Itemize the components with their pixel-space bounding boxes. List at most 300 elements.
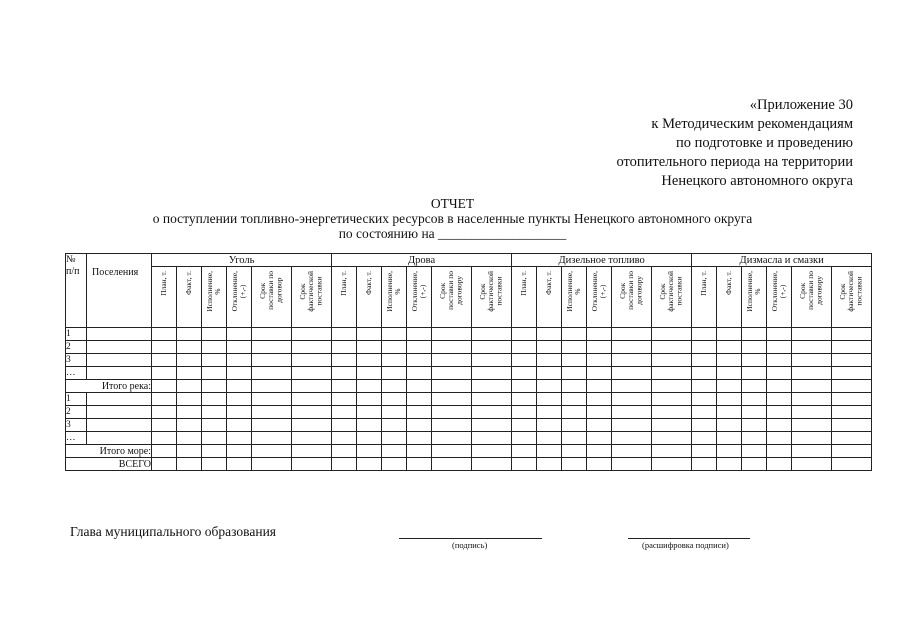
data-cell — [202, 432, 227, 445]
appendix-line: к Методическим рекомендациям — [651, 116, 853, 132]
data-cell — [357, 367, 382, 380]
data-cell — [472, 380, 512, 393]
data-cell — [152, 445, 177, 458]
data-cell — [432, 432, 472, 445]
data-cell — [832, 380, 872, 393]
data-cell — [357, 354, 382, 367]
data-cell — [562, 406, 587, 419]
data-cell — [407, 393, 432, 406]
column-header — [717, 267, 742, 328]
data-cell — [512, 458, 537, 471]
data-cell — [792, 432, 832, 445]
data-cell — [562, 432, 587, 445]
signature-line — [399, 538, 542, 539]
data-cell — [512, 445, 537, 458]
data-cell — [432, 328, 472, 341]
table-row — [66, 419, 872, 432]
data-cell — [177, 445, 202, 458]
row-number: … — [66, 432, 87, 445]
data-cell — [252, 419, 292, 432]
data-cell — [612, 380, 652, 393]
data-cell — [332, 432, 357, 445]
data-cell — [407, 380, 432, 393]
data-cell — [332, 341, 357, 354]
data-cell — [562, 393, 587, 406]
report-date-line: по состоянию на ___________________ — [338, 226, 567, 241]
data-cell — [472, 367, 512, 380]
data-cell — [152, 432, 177, 445]
column-header-label: Срок фактической поставки — [298, 271, 324, 312]
row-number: 3 — [66, 354, 87, 367]
data-cell — [292, 419, 332, 432]
data-cell — [512, 367, 537, 380]
data-cell — [692, 406, 717, 419]
data-cell — [512, 328, 537, 341]
data-cell — [742, 341, 767, 354]
data-cell — [472, 328, 512, 341]
data-cell — [562, 445, 587, 458]
data-cell — [357, 432, 382, 445]
appendix-note — [616, 96, 853, 191]
data-cell — [832, 393, 872, 406]
data-cell — [832, 419, 872, 432]
data-cell — [202, 367, 227, 380]
data-cell — [587, 458, 612, 471]
data-cell — [432, 419, 472, 432]
data-cell — [512, 432, 537, 445]
data-cell — [652, 393, 692, 406]
settlement-cell — [87, 393, 152, 406]
data-cell — [432, 341, 472, 354]
data-cell — [562, 367, 587, 380]
data-cell — [792, 354, 832, 367]
column-header — [652, 267, 692, 328]
data-cell — [562, 341, 587, 354]
data-cell — [742, 393, 767, 406]
data-cell — [382, 406, 407, 419]
appendix-line: отопительного периода на территории — [616, 154, 853, 170]
data-cell — [382, 341, 407, 354]
data-cell — [537, 406, 562, 419]
column-header — [177, 267, 202, 328]
data-cell — [152, 406, 177, 419]
row-number: … — [66, 367, 87, 380]
data-cell — [472, 341, 512, 354]
data-cell — [177, 367, 202, 380]
data-cell — [357, 341, 382, 354]
data-cell — [652, 328, 692, 341]
data-cell — [292, 354, 332, 367]
data-cell — [692, 380, 717, 393]
data-cell — [292, 341, 332, 354]
data-cell — [177, 419, 202, 432]
data-cell — [177, 406, 202, 419]
data-cell — [832, 367, 872, 380]
data-cell — [767, 458, 792, 471]
column-header — [472, 267, 512, 328]
data-cell — [252, 341, 292, 354]
data-cell — [227, 380, 252, 393]
table-row — [66, 406, 872, 419]
data-cell — [587, 380, 612, 393]
settlement-cell — [87, 406, 152, 419]
subtotal-label: ВСЕГО — [66, 458, 152, 471]
data-cell — [472, 393, 512, 406]
column-header-label: Исполнение, % — [204, 271, 222, 312]
data-cell — [252, 367, 292, 380]
data-cell — [227, 432, 252, 445]
settlement-cell — [87, 432, 152, 445]
data-cell — [767, 419, 792, 432]
column-header-label: Срок поставки по договор — [258, 271, 284, 310]
data-cell — [832, 328, 872, 341]
data-cell — [792, 445, 832, 458]
data-cell — [792, 328, 832, 341]
data-cell — [792, 406, 832, 419]
data-cell — [512, 419, 537, 432]
data-cell — [252, 406, 292, 419]
settlement-cell — [87, 367, 152, 380]
data-cell — [587, 445, 612, 458]
data-cell — [717, 393, 742, 406]
data-cell — [202, 445, 227, 458]
data-cell — [332, 380, 357, 393]
subtotal-label: Итого река: — [66, 380, 152, 393]
data-cell — [767, 328, 792, 341]
data-cell — [537, 458, 562, 471]
data-cell — [767, 341, 792, 354]
data-cell — [587, 354, 612, 367]
data-cell — [432, 458, 472, 471]
report-title: ОТЧЕТ — [430, 196, 475, 211]
column-header — [292, 267, 332, 328]
data-cell — [612, 367, 652, 380]
data-cell — [332, 445, 357, 458]
data-cell — [252, 458, 292, 471]
data-cell — [652, 380, 692, 393]
data-cell — [152, 458, 177, 471]
data-cell — [587, 393, 612, 406]
data-cell — [202, 458, 227, 471]
column-header-label: Срок поставки по договору — [438, 271, 464, 310]
data-cell — [292, 445, 332, 458]
data-cell — [332, 354, 357, 367]
column-header — [357, 267, 382, 328]
column-header-label: Отклонение, (+,-) — [229, 271, 247, 312]
data-cell — [512, 380, 537, 393]
data-cell — [382, 393, 407, 406]
column-header-label: Срок фактической поставки — [478, 271, 504, 312]
data-cell — [792, 380, 832, 393]
column-header-label: Отклонение, (+,-) — [409, 271, 428, 312]
report-table — [65, 253, 872, 471]
data-cell — [832, 354, 872, 367]
data-cell — [717, 445, 742, 458]
data-cell — [767, 367, 792, 380]
data-cell — [202, 354, 227, 367]
data-cell — [537, 354, 562, 367]
data-cell — [587, 341, 612, 354]
data-cell — [292, 432, 332, 445]
data-cell — [587, 419, 612, 432]
data-cell — [227, 354, 252, 367]
data-cell — [832, 445, 872, 458]
data-cell — [612, 393, 652, 406]
data-cell — [177, 328, 202, 341]
data-cell — [432, 406, 472, 419]
column-header — [587, 267, 612, 328]
data-cell — [202, 393, 227, 406]
table-row — [66, 393, 872, 406]
column-header — [537, 267, 562, 328]
data-cell — [692, 432, 717, 445]
data-cell — [537, 445, 562, 458]
row-number: 1 — [66, 328, 87, 341]
data-cell — [382, 354, 407, 367]
data-cell — [537, 341, 562, 354]
data-cell — [587, 328, 612, 341]
data-cell — [227, 341, 252, 354]
data-cell — [227, 406, 252, 419]
data-cell — [407, 354, 432, 367]
data-cell — [252, 445, 292, 458]
data-cell — [332, 419, 357, 432]
data-cell — [612, 406, 652, 419]
column-header — [432, 267, 472, 328]
column-header-label: План, т. — [158, 271, 168, 296]
data-cell — [742, 354, 767, 367]
data-cell — [652, 432, 692, 445]
data-cell — [537, 432, 562, 445]
column-header — [512, 267, 537, 328]
data-cell — [152, 367, 177, 380]
column-header-label: Исполнение, % — [564, 271, 583, 312]
data-cell — [742, 458, 767, 471]
data-cell — [742, 380, 767, 393]
data-cell — [562, 354, 587, 367]
data-cell — [407, 419, 432, 432]
data-cell — [717, 341, 742, 354]
appendix-line: «Приложение 30 — [749, 97, 853, 113]
data-cell — [292, 458, 332, 471]
data-cell — [357, 445, 382, 458]
data-cell — [767, 380, 792, 393]
table-row — [66, 341, 872, 354]
data-cell — [227, 419, 252, 432]
data-cell — [692, 328, 717, 341]
table-subheader-row — [66, 267, 872, 328]
data-cell — [537, 328, 562, 341]
data-cell — [432, 367, 472, 380]
data-cell — [332, 458, 357, 471]
data-cell — [332, 406, 357, 419]
data-cell — [227, 458, 252, 471]
data-cell — [382, 380, 407, 393]
data-cell — [742, 406, 767, 419]
row-number: 3 — [66, 419, 87, 432]
data-cell — [407, 341, 432, 354]
column-header-label: Срок фактической поставки — [658, 271, 684, 312]
data-cell — [292, 367, 332, 380]
column-header-label: Отклонение, (+,-) — [589, 271, 608, 312]
group-header: Дизмасла и смазки — [692, 254, 872, 267]
data-cell — [612, 445, 652, 458]
column-header-label: Исполнение, % — [384, 271, 403, 312]
data-cell — [432, 393, 472, 406]
data-cell — [652, 341, 692, 354]
data-cell — [717, 367, 742, 380]
data-cell — [292, 380, 332, 393]
data-cell — [152, 393, 177, 406]
column-header — [332, 267, 357, 328]
data-cell — [587, 432, 612, 445]
column-header-label: План, т. — [699, 271, 709, 296]
data-cell — [472, 354, 512, 367]
data-cell — [767, 354, 792, 367]
subtotal-row — [66, 380, 872, 393]
column-header — [562, 267, 587, 328]
data-cell — [652, 419, 692, 432]
table-row — [66, 367, 872, 380]
data-cell — [407, 445, 432, 458]
data-cell — [692, 354, 717, 367]
data-cell — [382, 445, 407, 458]
column-header — [152, 267, 177, 328]
data-cell — [202, 406, 227, 419]
data-cell — [177, 354, 202, 367]
column-header-label: Отклонение, (+,-) — [769, 271, 788, 312]
data-cell — [512, 393, 537, 406]
data-cell — [612, 419, 652, 432]
signature-label: Глава муниципального образования — [70, 524, 277, 539]
data-cell — [332, 393, 357, 406]
data-cell — [382, 458, 407, 471]
data-cell — [537, 419, 562, 432]
column-header-label: План, т. — [338, 271, 348, 296]
data-cell — [717, 458, 742, 471]
row-number: 2 — [66, 341, 87, 354]
data-cell — [792, 341, 832, 354]
data-cell — [512, 341, 537, 354]
data-cell — [792, 458, 832, 471]
data-cell — [472, 432, 512, 445]
settlement-cell — [87, 341, 152, 354]
data-cell — [767, 406, 792, 419]
data-cell — [177, 380, 202, 393]
data-cell — [357, 406, 382, 419]
data-cell — [512, 406, 537, 419]
data-cell — [612, 432, 652, 445]
data-cell — [152, 341, 177, 354]
data-cell — [227, 367, 252, 380]
data-cell — [742, 328, 767, 341]
group-header: Дрова — [332, 254, 512, 267]
data-cell — [292, 328, 332, 341]
column-header-label: Факт, т. — [183, 271, 193, 295]
data-cell — [292, 393, 332, 406]
data-cell — [472, 458, 512, 471]
data-cell — [767, 432, 792, 445]
data-cell — [742, 432, 767, 445]
data-cell — [357, 328, 382, 341]
appendix-line: по подготовке и проведению — [675, 135, 853, 151]
settlement-cell — [87, 419, 152, 432]
table-row — [66, 432, 872, 445]
column-header-label: Факт, т. — [724, 271, 734, 295]
data-cell — [742, 419, 767, 432]
data-cell — [472, 445, 512, 458]
data-cell — [472, 406, 512, 419]
data-cell — [652, 354, 692, 367]
data-cell — [357, 393, 382, 406]
settlement-cell — [87, 328, 152, 341]
data-cell — [692, 341, 717, 354]
column-header-label: Срок поставки по договору — [798, 271, 824, 310]
data-cell — [587, 367, 612, 380]
data-cell — [512, 354, 537, 367]
table-row — [66, 354, 872, 367]
data-cell — [252, 328, 292, 341]
data-cell — [562, 419, 587, 432]
column-header-label: Факт, т. — [544, 271, 553, 295]
data-cell — [652, 445, 692, 458]
group-header: Дизельное топливо — [512, 254, 692, 267]
subtotal-row — [66, 445, 872, 458]
data-cell — [357, 458, 382, 471]
subtotal-label: Итого море: — [66, 445, 152, 458]
data-cell — [692, 393, 717, 406]
data-cell — [382, 328, 407, 341]
data-cell — [382, 367, 407, 380]
column-header — [692, 267, 717, 328]
column-header-label: План, т. — [519, 271, 528, 296]
data-cell — [407, 367, 432, 380]
data-cell — [832, 406, 872, 419]
data-cell — [382, 419, 407, 432]
data-cell — [407, 328, 432, 341]
data-cell — [692, 458, 717, 471]
data-cell — [177, 393, 202, 406]
column-header — [767, 267, 792, 328]
data-cell — [717, 354, 742, 367]
column-header — [742, 267, 767, 328]
row-number: 2 — [66, 406, 87, 419]
column-header — [832, 267, 872, 328]
data-cell — [692, 419, 717, 432]
data-cell — [407, 458, 432, 471]
table-row — [66, 328, 872, 341]
col-number-header: № п/п — [66, 254, 87, 328]
signature-decode-line — [628, 538, 750, 539]
data-cell — [252, 380, 292, 393]
data-cell — [202, 328, 227, 341]
column-header-label: Факт, т. — [363, 271, 373, 295]
data-cell — [537, 367, 562, 380]
data-cell — [432, 380, 472, 393]
group-header: Уголь — [152, 254, 332, 267]
data-cell — [537, 380, 562, 393]
data-cell — [717, 380, 742, 393]
data-cell — [562, 328, 587, 341]
data-cell — [692, 367, 717, 380]
settlement-cell — [87, 354, 152, 367]
column-header-label: Исполнение, % — [744, 271, 763, 312]
data-cell — [652, 367, 692, 380]
data-cell — [832, 432, 872, 445]
data-cell — [587, 406, 612, 419]
data-cell — [357, 380, 382, 393]
data-cell — [332, 328, 357, 341]
